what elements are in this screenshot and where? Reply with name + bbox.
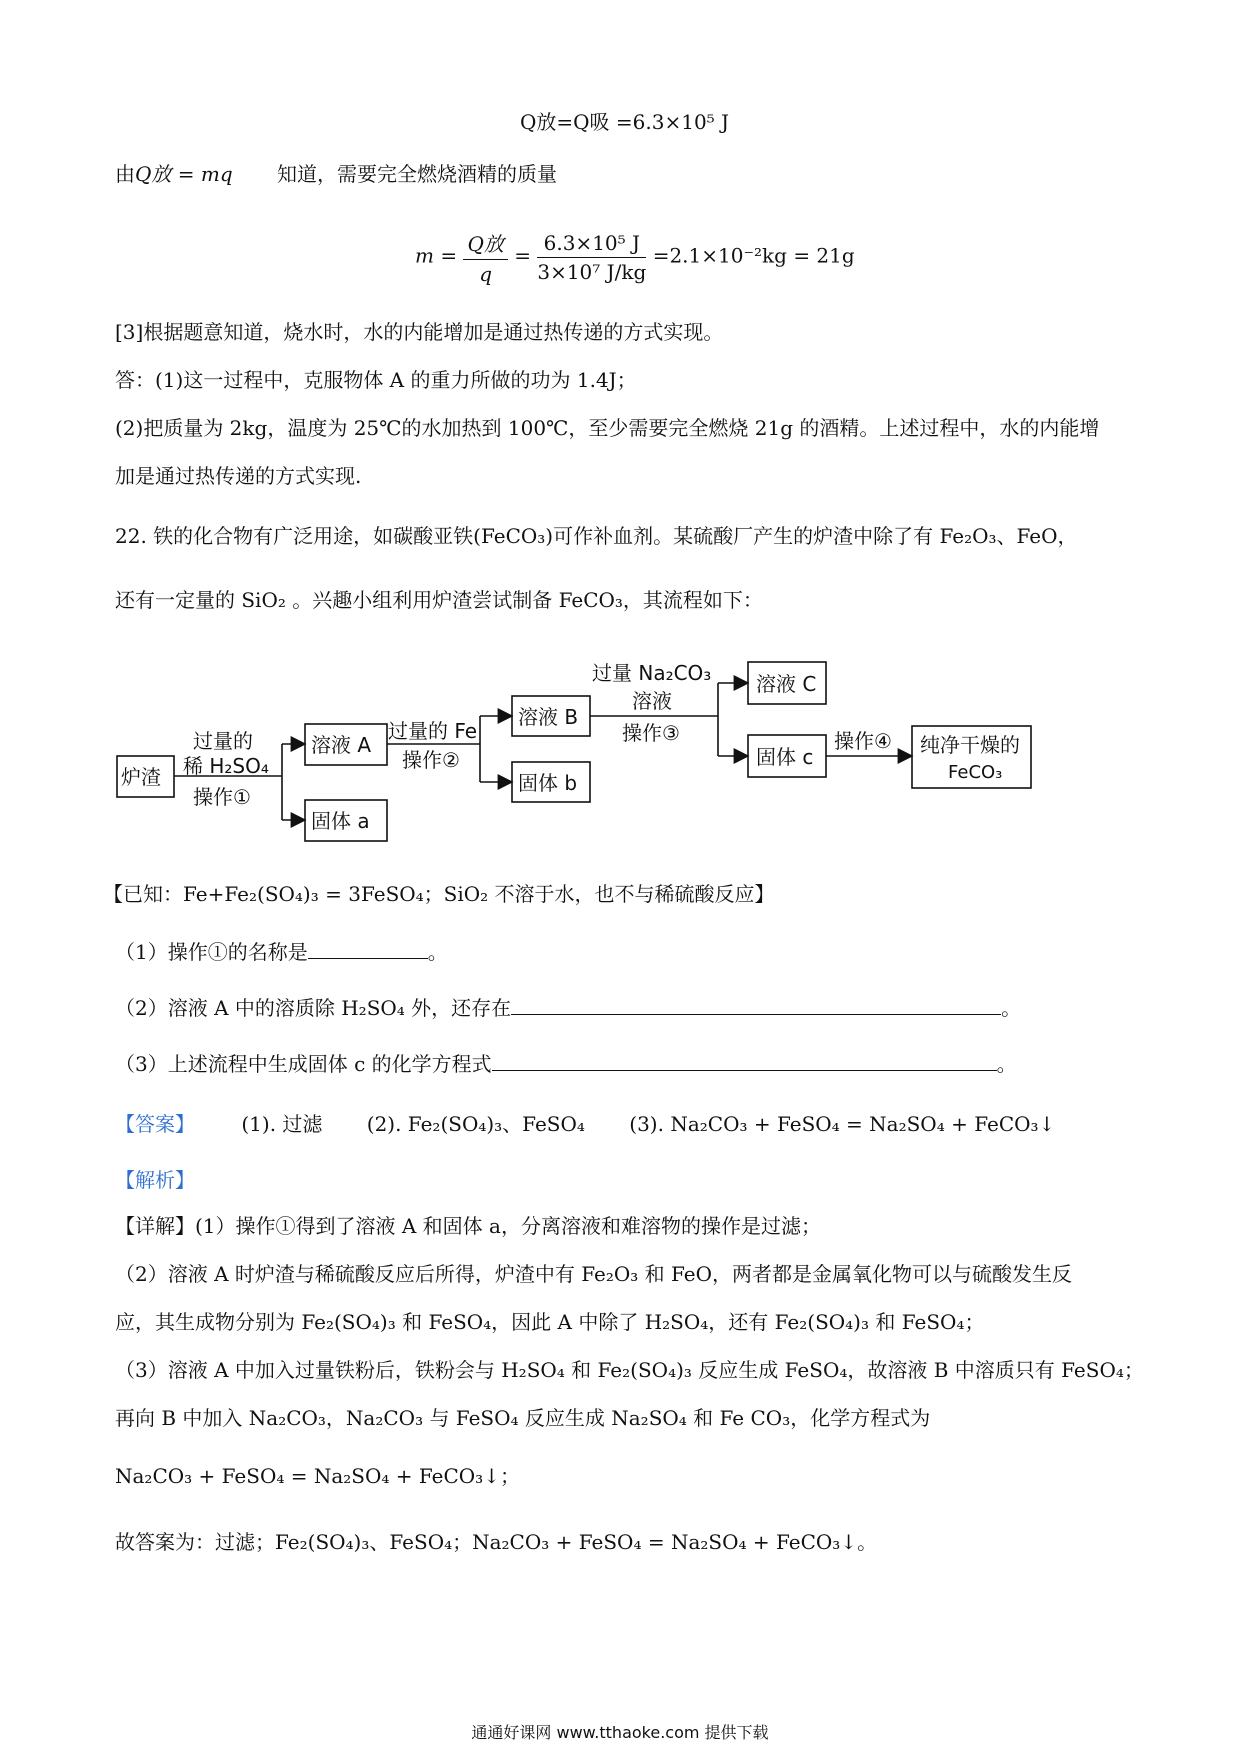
question-3-blank[interactable] (492, 1052, 997, 1071)
question-1 (115, 938, 448, 966)
eq-mass-frac2 (537, 231, 646, 284)
question-3-end: 。 (996, 1052, 1017, 1076)
flow-label-op2-2: 操作② (402, 748, 460, 772)
flow-box-guti-a: 固体 a (311, 809, 370, 833)
flow-label-op4: 操作④ (834, 729, 892, 753)
line-mq-prefix: 由 (115, 162, 135, 186)
eq-mass-frac1 (463, 228, 507, 286)
flow-label-op3-1: 过量 Na₂CO₃ (592, 661, 712, 685)
question-1-end: 。 (427, 940, 448, 964)
eq-mass-frac2-num: 6.3×10⁵ J (537, 231, 646, 258)
question-1-text: （1）操作①的名称是 (115, 940, 308, 964)
line-mq-text: 知道，需要完全燃烧酒精的质量 (277, 162, 557, 186)
question-3 (115, 1050, 1017, 1078)
eq-mass-frac1-den: q (479, 262, 493, 286)
flow-box-luzha: 炉渣 (121, 765, 161, 789)
flow-diagram (0, 640, 1240, 850)
flow-box-final-2: FeCO₃ (948, 762, 1003, 783)
flow-box-final-1: 纯净干燥的 (920, 733, 1020, 757)
answer-item-1: (1). 过滤 (241, 1112, 323, 1136)
flow-label-op2-1: 过量的 Fe (388, 719, 478, 743)
eq-mass-frac1-num: Q放 (463, 228, 507, 260)
detail-3a: （3）溶液 A 中加入过量铁粉后，铁粉会与 H₂SO₄ 和 Fe₂(SO₄)₃ 反应生成 FeSO₄，故溶液 B 中溶质只有 FeSO₄； (115, 1358, 1144, 1382)
answer-item-2: (2). Fe₂(SO₄)₃、FeSO₄ (366, 1112, 585, 1136)
final-answer: 故答案为：过滤；Fe₂(SO₄)₃、FeSO₄；Na₂CO₃ + FeSO₄ = Na₂SO₄ + FeCO₃↓。 (115, 1530, 878, 1554)
answer-2b: 加是通过热传递的方式实现. (115, 464, 362, 488)
question-2 (115, 994, 1021, 1022)
line-mq (115, 160, 557, 188)
eq-mass-frac2-den: 3×10⁷ J/kg (537, 259, 647, 284)
flow-label-op1-3: 操作① (193, 785, 251, 809)
question-2-end: 。 (1001, 996, 1022, 1020)
detail-equation: Na₂CO₃ + FeSO₄ = Na₂SO₄ + FeCO₃↓； (115, 1464, 520, 1488)
question-1-blank[interactable] (308, 940, 428, 959)
equation-q: Q放=Q吸 =6.3×10⁵ J (520, 110, 730, 134)
flow-label-op3-3: 操作③ (622, 721, 680, 745)
equation-mass: m = $\frac{\text{Q放}}{q}$ = $\frac{\text{6.3×10⁵ J}}{\text{3×10⁷ J/kg}}$ =2.1×10⁻²kg = 21g (415, 228, 855, 286)
analysis-tag: 【解析】 (115, 1168, 195, 1192)
flow-box-rongye-c: 溶液 C (756, 672, 817, 696)
flow-label-op3-2: 溶液 (632, 689, 672, 713)
flow-box-guti-c: 固体 c (756, 745, 814, 769)
flow-box-guti-b: 固体 b (518, 771, 578, 795)
q22-line2: 还有一定量的 SiO₂ 。兴趣小组利用炉渣尝试制备 FeCO₃，其流程如下： (115, 588, 763, 612)
answer-2a: (2)把质量为 2kg，温度为 25℃的水加热到 100℃，至少需要完全燃烧 21g 的酒精。上述过程中，水的内能增 (115, 416, 1100, 440)
eq-mass-lhs: m = (415, 243, 458, 268)
answer-line (115, 1110, 1055, 1138)
flow-label-op1-2: 稀 H₂SO₄ (183, 754, 269, 778)
known-line: 【已知：Fe+Fe₂(SO₄)₃ = 3FeSO₄；SiO₂ 不溶于水，也不与稀硫酸反应】 (103, 882, 775, 906)
answer-tag: 【答案】 (115, 1112, 195, 1136)
detail-1: 【详解】(1）操作①得到了溶液 A 和固体 a，分离溶液和难溶物的操作是过滤； (115, 1214, 821, 1238)
answer-item-3: (3). Na₂CO₃ + FeSO₄ = Na₂SO₄ + FeCO₃↓ (629, 1112, 1056, 1136)
line-mq-formula: Q放 = mq (135, 162, 233, 186)
detail-3b: 再向 B 中加入 Na₂CO₃，Na₂CO₃ 与 FeSO₄ 反应生成 Na₂SO₄ 和 Fe CO₃，化学方程式为 (115, 1406, 931, 1430)
answer-1: 答：(1)这一过程中，克服物体 A 的重力所做的功为 1.4J； (115, 368, 637, 392)
flow-label-op1-1: 过量的 (193, 729, 253, 753)
line-3: [3]根据题意知道，烧水时，水的内能增加是通过热传递的方式实现。 (115, 320, 724, 344)
eq-mass-rhs: =2.1×10⁻²kg = 21g (652, 243, 855, 268)
question-2-blank[interactable] (511, 996, 1001, 1015)
question-2-text: （2）溶液 A 中的溶质除 H₂SO₄ 外，还存在 (115, 996, 512, 1020)
page-footer: 通通好课网 www.tthaoke.com 提供下载 (471, 1723, 769, 1742)
q22-line1: 22. 铁的化合物有广泛用途，如碳酸亚铁(FeCO₃)可作补血剂。某硫酸厂产生的炉渣中除了有 Fe₂O₃、FeO， (115, 524, 1078, 548)
flow-box-rongye-b: 溶液 B (518, 705, 579, 729)
detail-2b: 应，其生成物分别为 Fe₂(SO₄)₃ 和 FeSO₄，因此 A 中除了 H₂SO₄，还有 Fe₂(SO₄)₃ 和 FeSO₄； (115, 1310, 985, 1334)
question-3-text: （3）上述流程中生成固体 c 的化学方程式 (115, 1052, 492, 1076)
detail-2a: （2）溶液 A 时炉渣与稀硫酸反应后所得，炉渣中有 Fe₂O₃ 和 FeO，两者都是金属氧化物可以与硫酸发生反 (115, 1262, 1073, 1286)
flow-box-rongye-a: 溶液 A (311, 733, 372, 757)
